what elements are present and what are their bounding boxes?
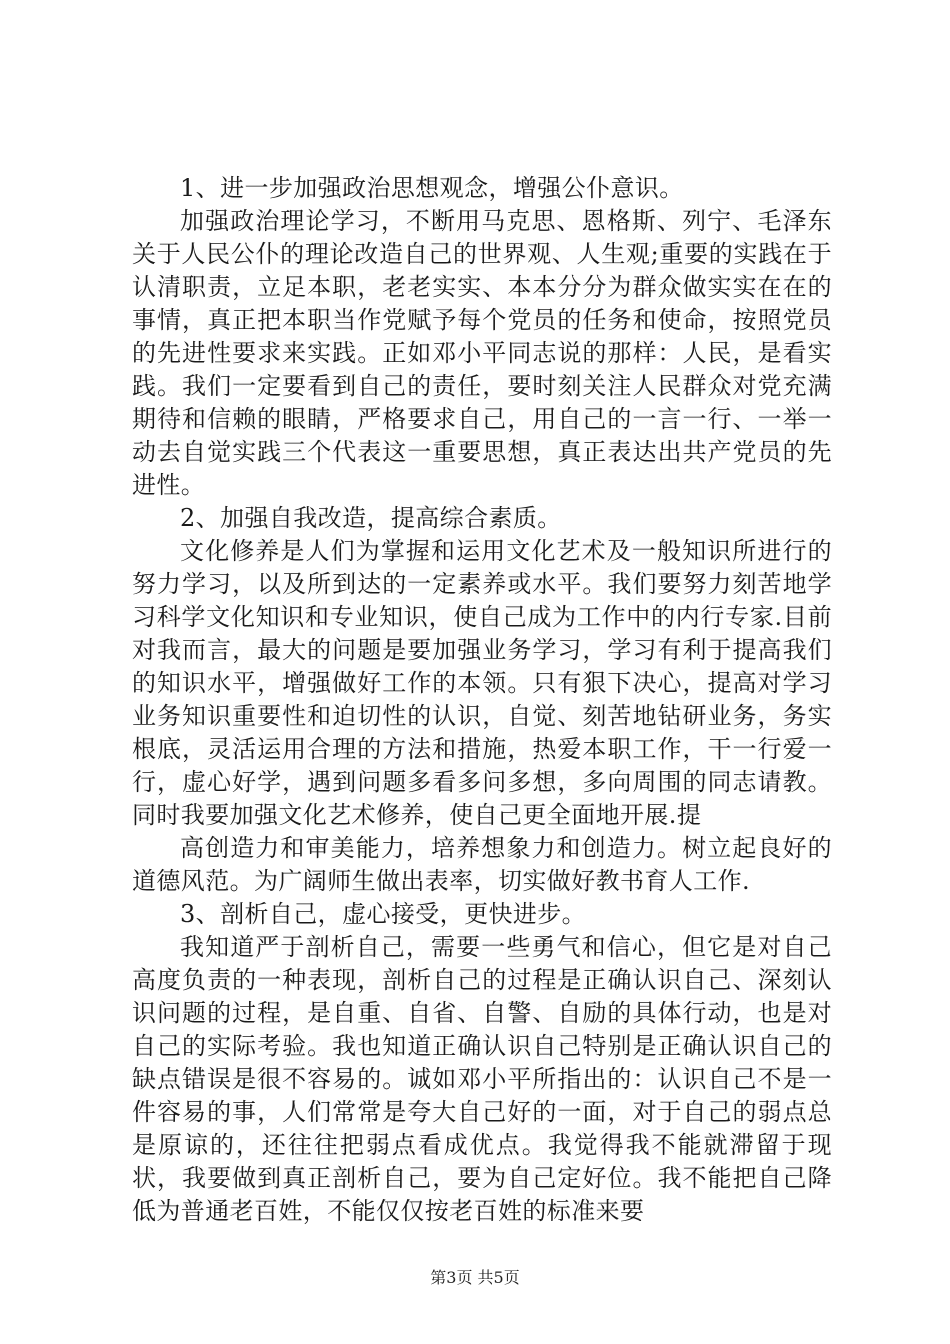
paragraph-4: 我知道严于剖析自己，需要一些勇气和信心，但它是对自己高度负责的一种表现，剖析自己的过程是正确认识自己、深刻认识问题的过程，是自重、自省、自警、自励的具体行动，也是对自己的实际考验。我也知道正确认识自己特别是正确认识自己的缺点错误是很不容易的。诚如邓小平所指出的：认识自己不是一件容易的事，人们常常是夸大自己好的一面，对于自己的弱点总是原谅的，还往往把弱点看成优点。我觉得我不能就滞留于现状，我要做到真正剖析自己，要为自己定好位。我不能把自己降低为普通老百姓，不能仅仅按老百姓的标准来要	[132, 933, 832, 1225]
paragraph-2: 文化修养是人们为掌握和运用文化艺术及一般知识所进行的努力学习，以及所到达的一定素养或水平。我们要努力刻苦地学习科学文化知识和专业知识，使自己成为工作中的内行专家.目前对我而言，最大的问题是要加强业务学习，学习有利于提高我们的知识水平，增强做好工作的本领。只有狠下决心，提高对学习业务知识重要性和迫切性的认识，自觉、刻苦地钻研业务，务实根底，灵活运用合理的方法和措施，热爱本职工作，干一行爱一行，虚心好学，遇到问题多看多问多想，多向周围的同志请教。同时我要加强文化艺术修养，使自己更全面地开展.提	[132, 537, 832, 829]
section-heading-2: 2、加强自我改造，提高综合素质。	[180, 504, 562, 532]
page-number-footer: 第3页 共5页	[430, 1268, 520, 1287]
paragraph-1: 加强政治理论学习，不断用马克思、恩格斯、列宁、毛泽东关于人民公仆的理论改造自己的世界观、人生观;重要的实践在于认清职责，立足本职，老老实实、本本分分为群众做实实在在的事情，真正把本职当作党赋予每个党员的任务和使命，按照党员的先进性要求来实践。正如邓小平同志说的那样：人民，是看实践。我们一定要看到自己的责任，要时刻关注人民群众对党充满期待和信赖的眼睛，严格要求自己，用自己的一言一行、一举一动去自觉实践三个代表这一重要思想，真正表达出共产党员的先进性。	[132, 207, 832, 499]
paragraph-3: 高创造力和审美能力，培养想象力和创造力。树立起良好的道德风范。为广阔师生做出表率，切实做好教书育人工作.	[132, 834, 832, 895]
section-heading-3: 3、剖析自己，虚心接受，更快进步。	[180, 900, 587, 928]
document-body	[132, 172, 832, 1228]
section-heading-1: 1、进一步加强政治思想观念，增强公仆意识。	[180, 174, 684, 202]
